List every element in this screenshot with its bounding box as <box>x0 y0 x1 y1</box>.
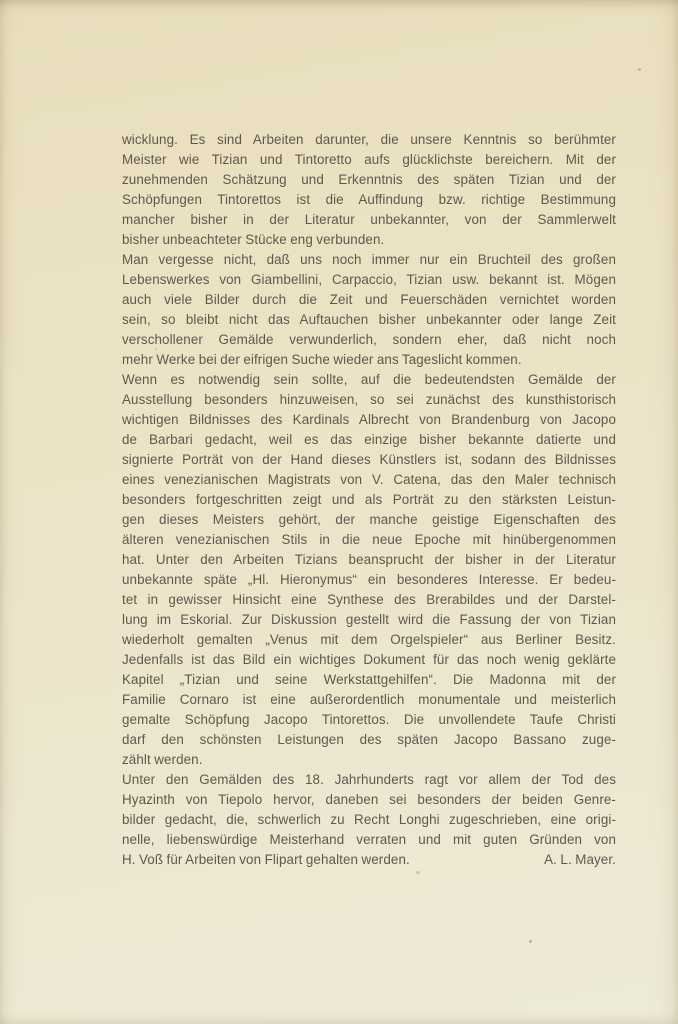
text-line: auch viele Bilder durch die Zeit und Feuerschäden vernichtet worden <box>122 292 616 307</box>
text-line: Wenn es notwendig sein sollte, auf die bedeutendsten Gemälde der <box>122 372 616 387</box>
paper-speck <box>416 871 420 874</box>
text-line: Kapitel „Tizian und seine Werkstattgehilfen“. Die Madonna mit der <box>122 672 616 687</box>
text-line: lung im Eskorial. Zur Diskussion gestellt wird die Fassung der von Tizian <box>122 612 616 627</box>
text-line: wicklung. Es sind Arbeiten darunter, die unsere Kenntnis so berühmter <box>122 132 616 147</box>
text-line: bilder gedacht, die, schwerlich zu Recht Longhi zugeschrieben, eine origi- <box>122 812 616 827</box>
text-line: Lebenswerkes von Giambellini, Carpaccio, Tizian usw. bekannt ist. Mögen <box>122 272 616 287</box>
text-line: darf den schönsten Leistungen des späten Jacopo Bassano zuge- <box>122 732 616 747</box>
text-line: Schöpfungen Tintorettos ist die Auffindung bzw. richtige Bestimmung <box>122 192 616 207</box>
text-line: de Barbari gedacht, weil es das einzige bisher bekannte datierte und <box>122 432 616 447</box>
text-line: gemalte Schöpfung Jacopo Tintorettos. Die unvollendete Taufe Christi <box>122 712 616 727</box>
text-line: bisher unbeachteter Stücke eng verbunden. <box>122 232 385 247</box>
text-line: verschollener Gemälde verwunderlich, sondern eher, daß nicht noch <box>122 332 616 347</box>
text-line: älteren venezianischen Stils in die neue Epoche mit hinübergenommen <box>122 532 616 547</box>
paper-speck <box>638 68 641 71</box>
text-line: Ausstellung besonders hinzuweisen, so sei zunächst des kunsthistorisch <box>122 392 616 407</box>
text-line: Jedenfalls ist das Bild ein wichtiges Dokument für das noch wenig geklärte <box>122 652 616 667</box>
text-line: mehr Werke bei der eifrigen Suche wieder ans Tageslicht kommen. <box>122 352 522 367</box>
paper-speck <box>529 940 532 943</box>
text-line: wiederholt gemalten „Venus mit dem Orgelspieler“ aus Berliner Besitz. <box>122 632 616 647</box>
text-line: zunehmenden Schätzung und Erkenntnis des späten Tizian und der <box>122 172 616 187</box>
text-line: signierte Porträt von der Hand dieses Künstlers ist, sodann des Bildnisses <box>122 452 616 467</box>
text-line: gen dieses Meisters gehört, der manche geistige Eigenschaften des <box>122 512 616 527</box>
text-line: unbekannte späte „Hl. Hieronymus“ ein besonderes Interesse. Er bedeu- <box>122 572 616 587</box>
text-line: besonders fortgeschritten zeigt und als Porträt zu den stärksten Leistun- <box>122 492 616 507</box>
text-line: hat. Unter den Arbeiten Tizians beansprucht der bisher in der Literatur <box>122 552 616 567</box>
closing-text: H. Voß für Arbeiten von Flipart gehalten werden. <box>122 852 410 867</box>
text-line: sein, so bleibt nicht das Auftauchen bisher unbekannter oder lange Zeit <box>122 312 616 327</box>
text-line: mancher bisher in der Literatur unbekannter, von der Sammlerwelt <box>122 212 616 227</box>
text-line: zählt werden. <box>122 752 203 767</box>
text-line: Man vergesse nicht, daß uns noch immer nur ein Bruchteil des großen <box>122 252 616 267</box>
paper-speck <box>155 348 157 350</box>
text-line: nelle, liebenswürdige Meisterhand verraten und mit guten Gründen von <box>122 832 616 847</box>
author-signature: A. L. Mayer. <box>544 852 616 867</box>
closing-line <box>122 850 616 870</box>
text-line: Unter den Gemälden des 18. Jahrhunderts ragt vor allem der Tod des <box>122 772 616 787</box>
text-line: Meister wie Tizian und Tintoretto aufs glücklichste bereichern. Mit der <box>122 152 616 167</box>
text-line: tet in gewisser Hinsicht eine Synthese des Brerabildes und der Darstel- <box>122 592 616 607</box>
text-line: Hyazinth von Tiepolo hervor, daneben sei besonders der beiden Genre- <box>122 792 616 807</box>
text-line: Familie Cornaro ist eine außerordentlich monumentale und meisterlich <box>122 692 616 707</box>
text-line: wichtigen Bildnisses des Kardinals Albrecht von Brandenburg von Jacopo <box>122 412 616 427</box>
text-line: eines venezianischen Magistrats von V. Catena, das den Maler technisch <box>122 472 616 487</box>
text-column <box>122 130 616 870</box>
